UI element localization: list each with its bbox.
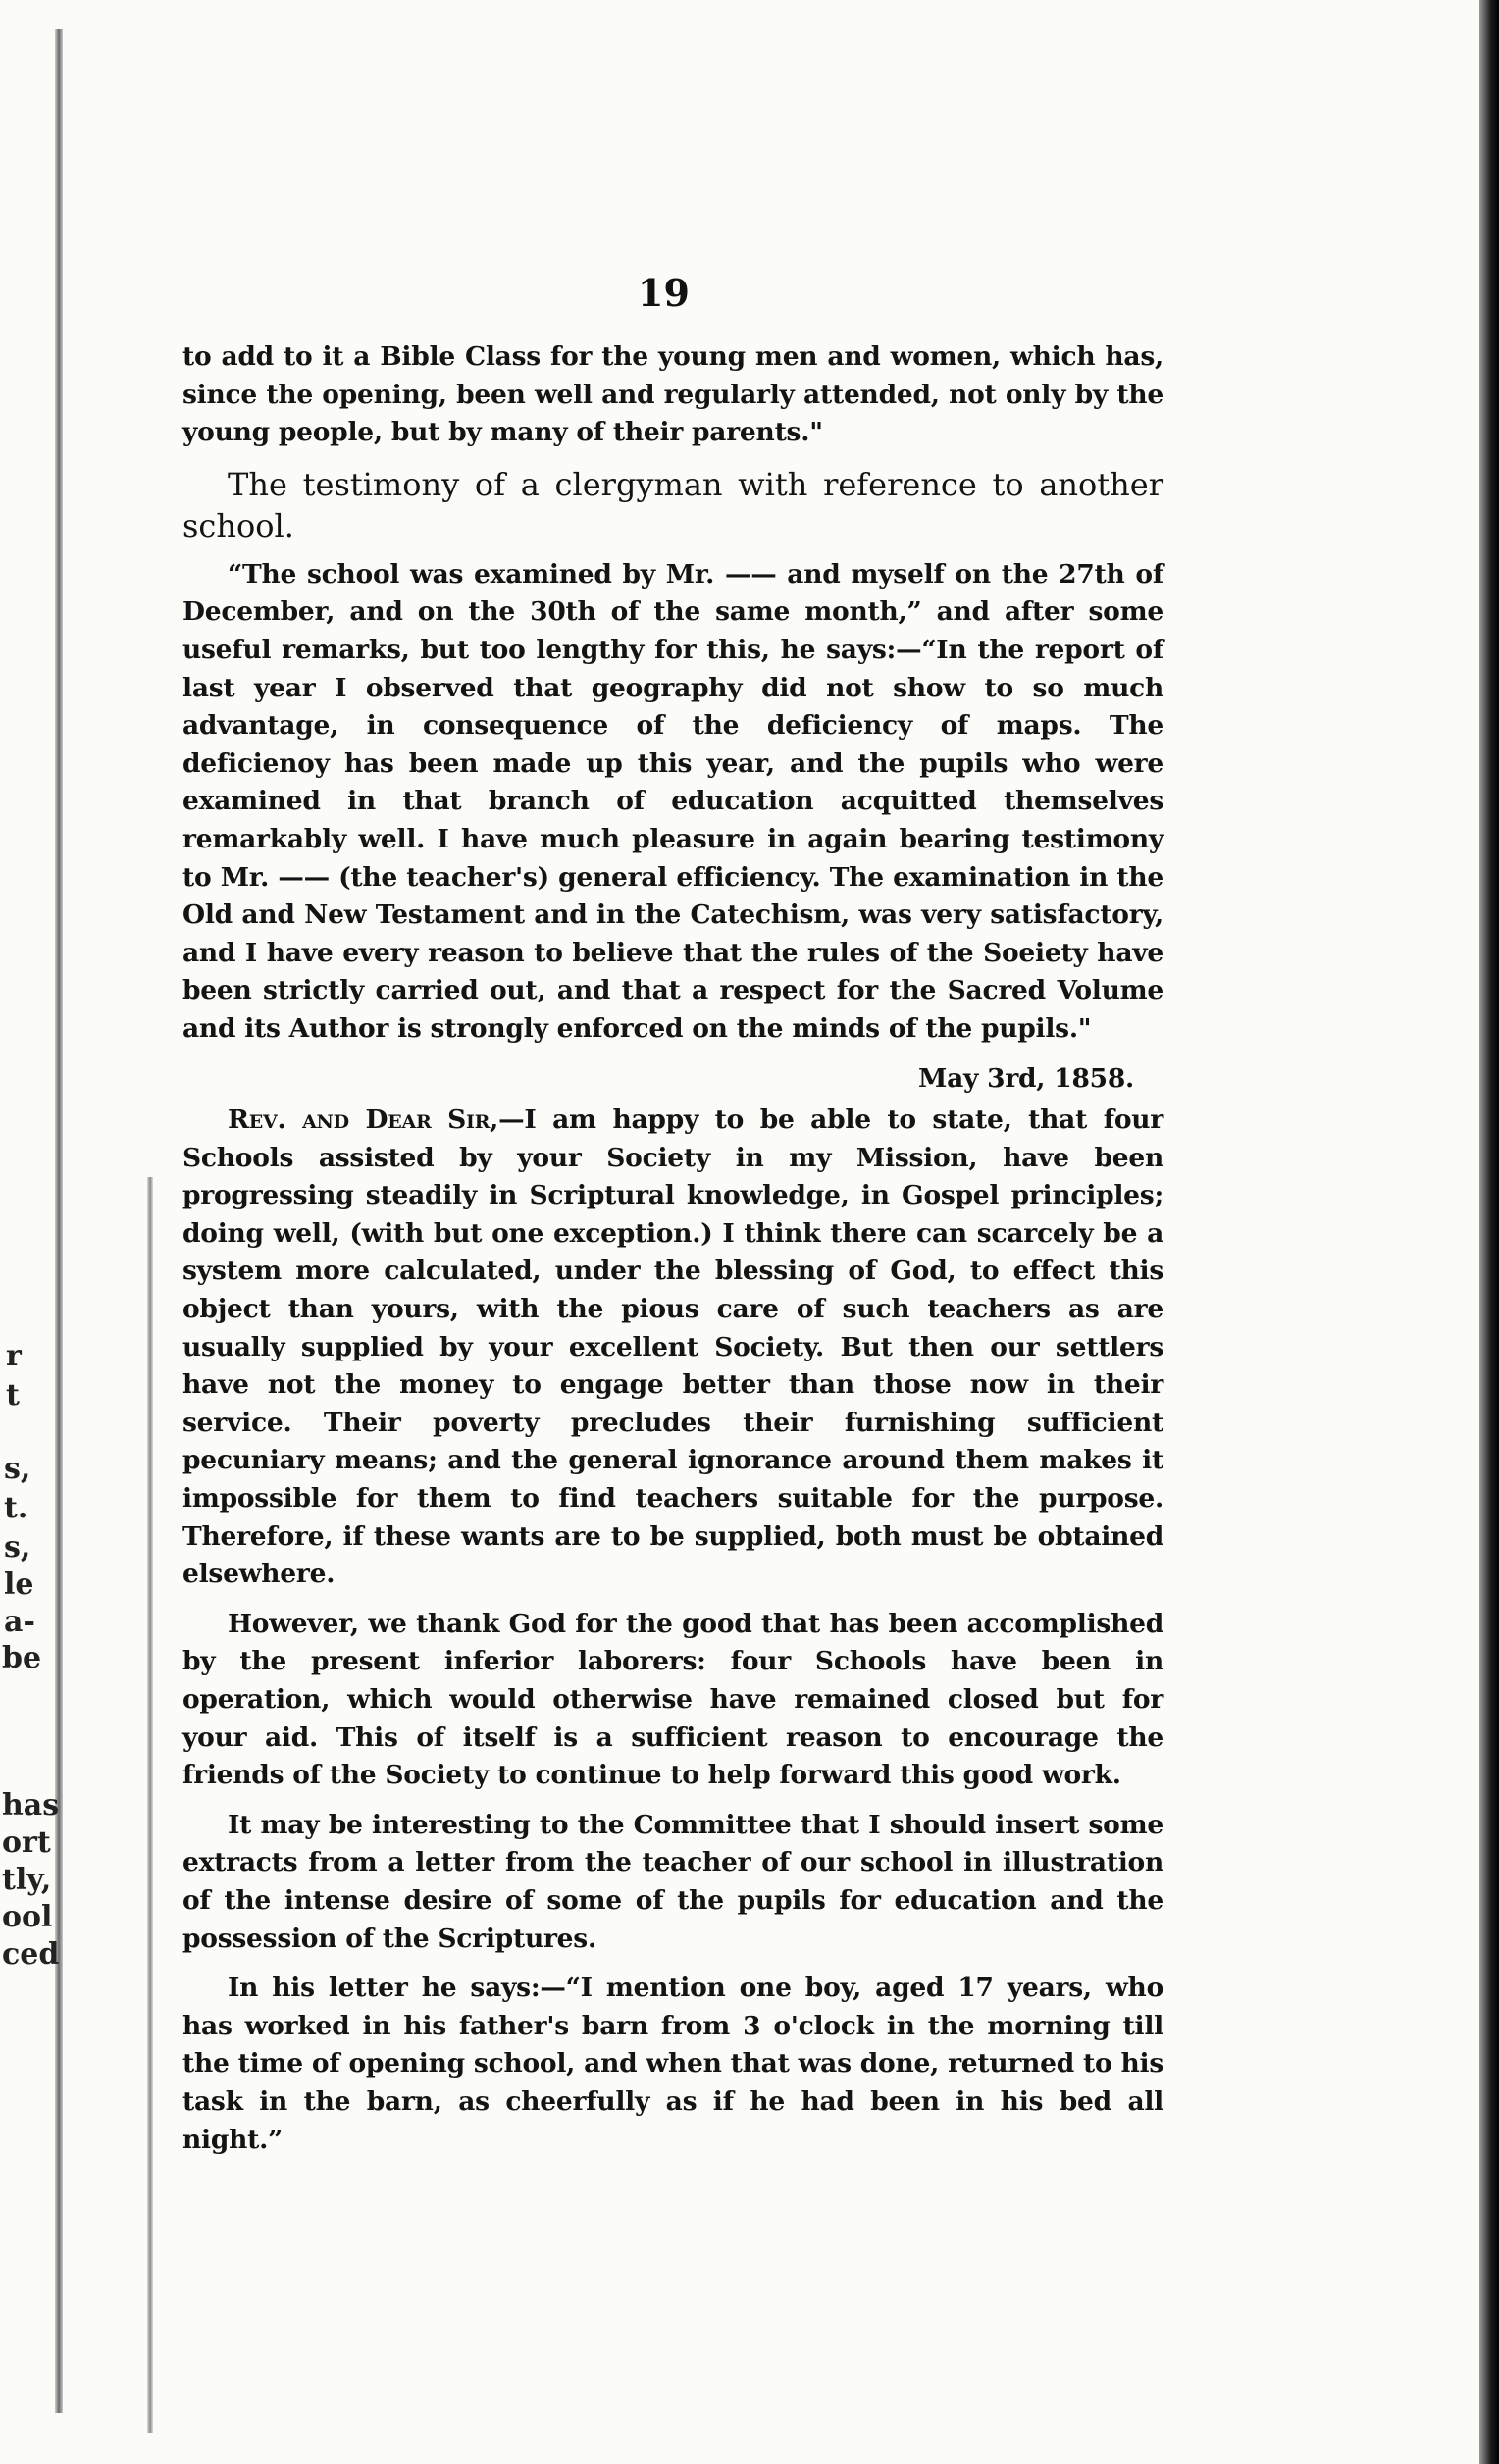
facing-page-fragment: ced (2, 1937, 60, 1972)
facing-page-fragment: s, (4, 1530, 31, 1565)
facing-page-fragment: has (2, 1788, 60, 1822)
facing-page-fragment: tly, (2, 1863, 52, 1897)
page-number: 19 (638, 271, 690, 315)
paragraph-thanks: However, we thank God for the good that has been accomplished by the present inferior laborers: four Schools have been in operation, which would otherwise have remained closed but for your aid. This of itself is a sufficient reason to encourage the friends of the Society to continue to help forward this good work. (182, 1608, 1163, 1791)
body-text (182, 338, 1163, 2171)
paragraph-letter-opening (182, 1102, 1163, 1594)
facing-page-fragment: le (4, 1567, 34, 1602)
facing-page-fragment: a- (4, 1605, 35, 1639)
facing-page-fragment: be (2, 1641, 42, 1675)
facing-page-fragment: ool (2, 1900, 53, 1934)
paragraph-teacher-letter: In his letter he says:—“I mention one boy, aged 17 years, who has worked in his father's barn from 3 o'clock in the morning till the time of opening school, and when that was done, returned to his task in the barn, as cheerfully as if he had been in his bed all night.” (182, 1973, 1163, 2155)
letter-salutation: Rev. and Dear Sir, (228, 1104, 499, 1136)
letter-opening-text: —I am happy to be able to state, that four Schools assisted by your Society in my Mission, have been progressing steadily in Scriptural knowledge, in Gospel principles; doing well, (with but one exception.) I think there can scarcely be a system more calculated, under the blessing of God, to effect this object than yours, with the pious care of such teachers as are usually supplied by your excellent Society. But then our settlers have not the money to engage better than those now in their service. Their poverty precludes their furnishing sufficient pecuniary means; and the general ignorance around them makes it impossible for them to find teachers suitable for the purpose. Therefore, if these wants are to be supplied, both must be obtained elsewhere. (182, 1104, 1163, 1590)
facing-page-fragment: t. (4, 1491, 28, 1525)
paragraph-continuation: to add to it a Bible Class for the young men and women, which has, since the opening, been well and regularly attended, not only by the young people, but by many of their parents." (182, 341, 1163, 448)
facing-page-fragment: ort (2, 1825, 51, 1860)
facing-page-fragment: t (6, 1378, 20, 1412)
section-lead: The testimony of a clergyman with reference to another school. (182, 465, 1163, 544)
paragraph-clergyman-testimony: “The school was examined by Mr. —— and myself on the 27th of December, and on the 30th of the same month,” and after some useful remarks, but too lengthy for this, he says:—“In the report of last year I observed that geography did not show to so much advantage, in consequence of the deficiency of maps. The deficienoy has been made up this year, and the pupils who were examined in that branch of education acquitted themselves remarkably well. I have much pleasure in again bearing testimony to Mr. —— (the teacher's) general efficiency. The examination in the Old and New Testament and in the Catechism, was very satisfactory, and I have every reason to believe that the rules of the Soeiety have been strictly carried out, and that a respect for the Sacred Volume and its Author is strongly enforced on the minds of the pupils." (182, 558, 1163, 1044)
facing-page-fragment: s, (4, 1452, 31, 1486)
letter-date: May 3rd, 1858. (918, 1062, 1134, 1094)
paragraph-extracts: It may be interesting to the Committee that I should insert some extracts from a letter from the teacher of our school in illustration of the intense desire of some of the pupils for education and the possession of the Scriptures. (182, 1809, 1163, 1954)
facing-page-fragment: r (6, 1339, 22, 1373)
